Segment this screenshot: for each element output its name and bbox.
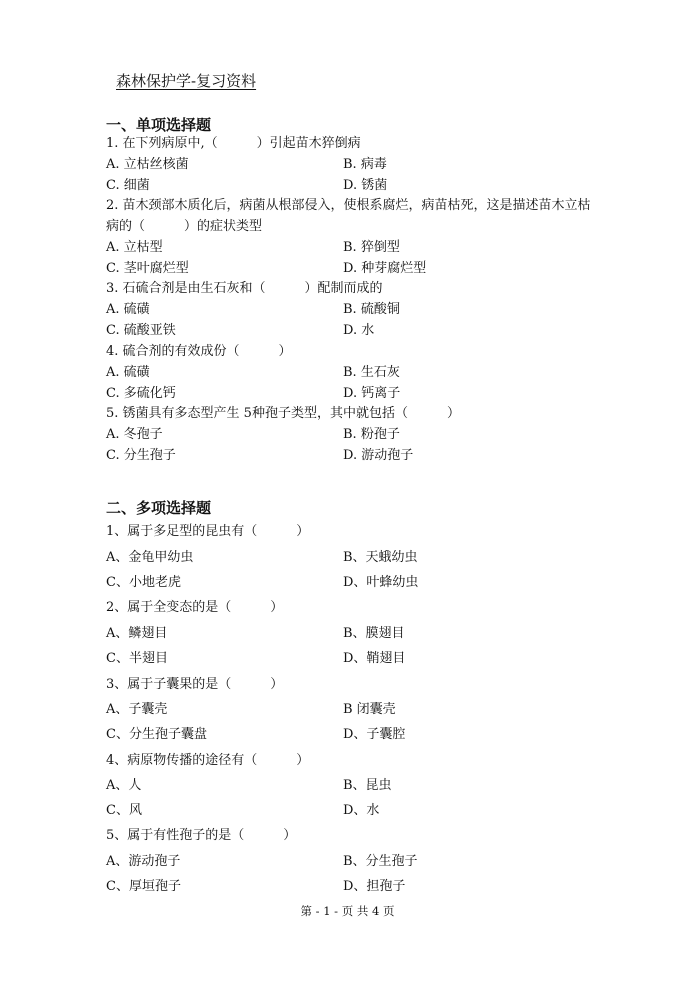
option-d: D、子囊腔 xyxy=(343,727,406,742)
option-a: A、金龟甲幼虫 xyxy=(106,550,194,565)
option-c: C. 茎叶腐烂型 xyxy=(106,261,189,276)
option-d: D、水 xyxy=(343,803,380,818)
option-b: B 闭囊壳 xyxy=(343,702,396,717)
option-c: C. 细菌 xyxy=(106,178,150,193)
option-b: B、膜翅目 xyxy=(343,626,405,641)
question-stem: 4、病原物传播的途径有（ ） xyxy=(106,753,310,768)
option-d: D、担孢子 xyxy=(343,879,406,894)
option-d: D. 钙离子 xyxy=(343,386,401,401)
option-a: A. 硫磺 xyxy=(106,302,150,317)
option-c: C、小地老虎 xyxy=(106,575,181,590)
section-heading-single-choice: 一、单项选择题 xyxy=(106,116,212,134)
option-a: A、游动孢子 xyxy=(106,854,181,869)
option-b: B、昆虫 xyxy=(343,778,392,793)
option-d: D、叶蜂幼虫 xyxy=(343,575,419,590)
question-stem: 3. 石硫合剂是由生石灰和（ ）配制而成的 xyxy=(106,281,383,296)
option-c: C、风 xyxy=(106,803,142,818)
option-d: D. 水 xyxy=(343,323,375,338)
section-heading-multiple-choice: 二、多项选择题 xyxy=(106,499,212,517)
option-a: A. 硫磺 xyxy=(106,365,150,380)
option-c: C、半翅目 xyxy=(106,651,168,666)
option-c: C. 硫酸亚铁 xyxy=(106,323,176,338)
option-d: D. 种芽腐烂型 xyxy=(343,261,427,276)
option-b: B、分生孢子 xyxy=(343,854,418,869)
page-number-footer: 第 - 1 - 页 共 4 页 xyxy=(300,904,395,918)
option-b: B. 猝倒型 xyxy=(343,240,400,255)
option-a: A、人 xyxy=(106,778,142,793)
question-stem: 3、属于子囊果的是（ ） xyxy=(106,677,284,692)
option-b: B、天蛾幼虫 xyxy=(343,550,418,565)
option-b: B. 硫酸铜 xyxy=(343,302,400,317)
option-b: B. 粉孢子 xyxy=(343,427,400,442)
option-a: A、子囊壳 xyxy=(106,702,168,717)
option-a: A、鳞翅目 xyxy=(106,626,168,641)
document-title: 森林保护学-复习资料 xyxy=(116,72,257,90)
option-d: D、鞘翅目 xyxy=(343,651,406,666)
question-stem: 1. 在下列病原中,（ ）引起苗木猝倒病 xyxy=(106,136,361,151)
option-c: C. 分生孢子 xyxy=(106,448,176,463)
question-stem: 2. 苗木颈部木质化后，病菌从根部侵入，使根系腐烂，病苗枯死，这是描述苗木立枯 xyxy=(106,198,591,213)
option-b: B. 生石灰 xyxy=(343,365,400,380)
question-stem-continued: 病的（ ）的症状类型 xyxy=(106,219,263,234)
option-a: A. 立枯丝核菌 xyxy=(106,157,189,172)
option-a: A. 立枯型 xyxy=(106,240,163,255)
option-d: D. 锈菌 xyxy=(343,178,388,193)
option-b: B. 病毒 xyxy=(343,157,387,172)
question-stem: 1、属于多足型的昆虫有（ ） xyxy=(106,524,310,539)
option-c: C、厚垣孢子 xyxy=(106,879,181,894)
question-stem: 5、属于有性孢子的是（ ） xyxy=(106,828,297,843)
question-stem: 2、属于全变态的是（ ） xyxy=(106,600,284,615)
option-c: C. 多硫化钙 xyxy=(106,386,176,401)
option-a: A. 冬孢子 xyxy=(106,427,163,442)
option-c: C、分生孢子囊盘 xyxy=(106,727,207,742)
question-stem: 4. 硫合剂的有效成份（ ） xyxy=(106,344,292,359)
option-d: D. 游动孢子 xyxy=(343,448,414,463)
question-stem: 5. 锈菌具有多态型产生 5种孢子类型，其中就包括（ ） xyxy=(106,406,460,421)
